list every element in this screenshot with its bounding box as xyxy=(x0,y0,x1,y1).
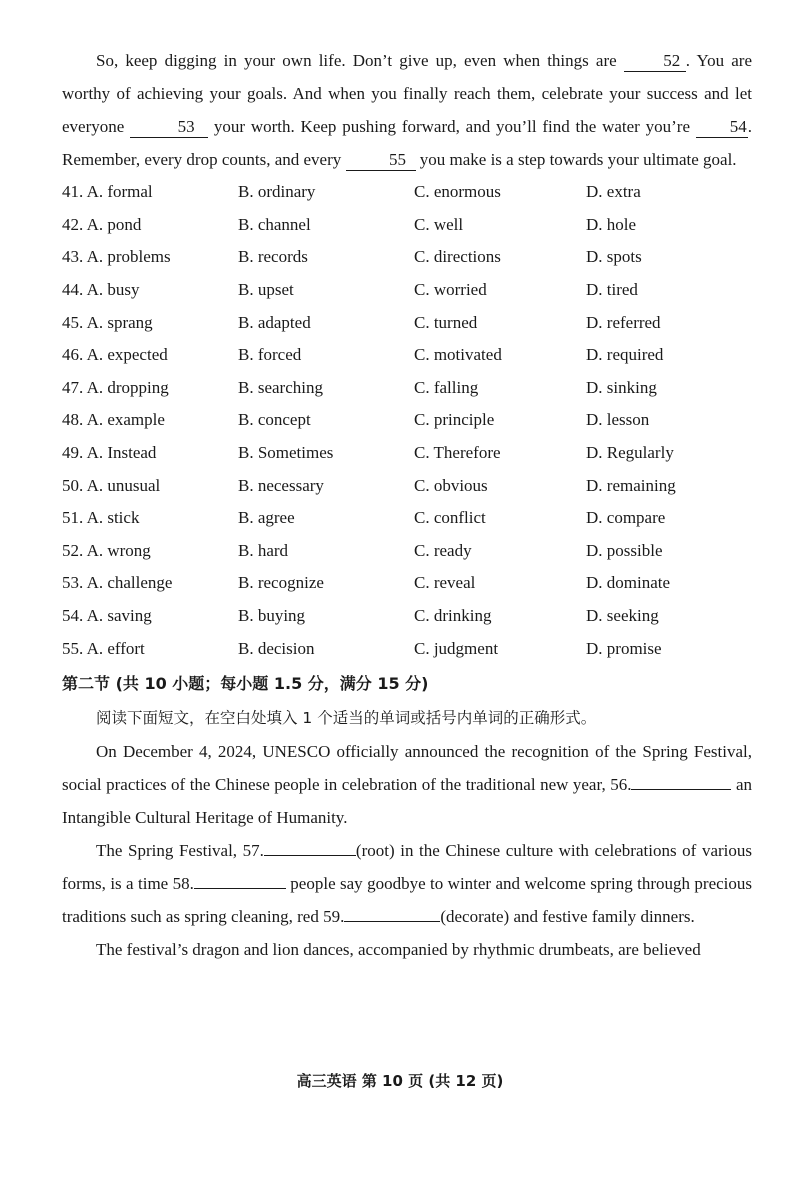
blank-56 xyxy=(631,789,731,790)
question-number: 47. xyxy=(62,377,84,397)
blank-58 xyxy=(194,888,286,889)
option-a: 43. A. problems xyxy=(62,247,171,267)
question-number: 46. xyxy=(62,345,84,365)
question-number: 45. xyxy=(62,312,84,332)
question-row xyxy=(62,339,752,372)
option-c: C. enormous xyxy=(414,182,501,202)
option-a: 49. A. Instead xyxy=(62,443,157,463)
option-d: D. required xyxy=(586,345,664,365)
option-c: C. turned xyxy=(414,312,478,332)
option-c: C. directions xyxy=(414,247,501,267)
question-number: 41. xyxy=(62,182,84,202)
option-b: B. searching xyxy=(238,377,323,397)
option-b: B. Sometimes xyxy=(238,443,334,463)
option-d: D. compare xyxy=(586,508,666,528)
option-a: 44. A. busy xyxy=(62,280,140,300)
option-d: D. remaining xyxy=(586,475,676,495)
option-b: B. necessary xyxy=(238,475,324,495)
blank-54: 54 xyxy=(696,117,748,138)
question-row xyxy=(62,502,752,535)
option-d: D. extra xyxy=(586,182,641,202)
question-row xyxy=(62,632,752,665)
blank-57 xyxy=(264,855,356,856)
option-a: 54. A. saving xyxy=(62,606,152,626)
option-a: 55. A. effort xyxy=(62,638,145,658)
option-d: D. sinking xyxy=(586,377,657,397)
option-b: B. concept xyxy=(238,410,311,430)
option-a: 50. A. unusual xyxy=(62,475,161,495)
page-footer: 高三英语 第 10 页 (共 12 页) xyxy=(296,1072,504,1090)
option-a: 48. A. example xyxy=(62,410,165,430)
question-row xyxy=(62,600,752,633)
option-c: C. worried xyxy=(414,280,487,300)
option-a: 53. A. challenge xyxy=(62,573,173,593)
option-b: B. adapted xyxy=(238,312,311,332)
question-row xyxy=(62,306,752,339)
question-number: 48. xyxy=(62,410,84,430)
option-d: D. Regularly xyxy=(586,443,674,463)
question-row xyxy=(62,567,752,600)
question-row xyxy=(62,535,752,568)
option-a: 41. A. formal xyxy=(62,182,153,202)
option-c: C. ready xyxy=(414,540,472,560)
question-row xyxy=(62,372,752,405)
option-c: C. motivated xyxy=(414,345,502,365)
option-a: 42. A. pond xyxy=(62,214,142,234)
option-a: 46. A. expected xyxy=(62,345,168,365)
option-a: 45. A. sprang xyxy=(62,312,153,332)
option-b: B. agree xyxy=(238,508,295,528)
option-a: 51. A. stick xyxy=(62,508,140,528)
question-row xyxy=(62,176,752,209)
paragraph-1: On December 4, 2024, UNESCO officially announced the recognition of the Spring Festival, social practices of the Chinese people in celebration of the traditional new year, 56. an Intangible Cultural Heritage of Humanity. xyxy=(62,741,753,827)
question-number: 53. xyxy=(62,573,84,593)
question-number: 55. xyxy=(62,638,84,658)
option-a: 47. A. dropping xyxy=(62,377,169,397)
section-instruction: 阅读下面短文，在空白处填入 1 个适当的单词或括号内单词的正确形式。 xyxy=(96,708,597,727)
option-b: B. recognize xyxy=(238,573,324,593)
options-list xyxy=(62,176,752,665)
blank-53: 53 xyxy=(130,117,208,138)
option-d: D. spots xyxy=(586,247,642,267)
option-b: B. forced xyxy=(238,345,302,365)
option-b: B. channel xyxy=(238,214,311,234)
question-number: 49. xyxy=(62,443,84,463)
option-b: B. decision xyxy=(238,638,315,658)
option-d: D. tired xyxy=(586,280,638,300)
section-heading: 第二节 (共 10 小题；每小题 1.5 分，满分 15 分) xyxy=(62,673,429,693)
option-a: 52. A. wrong xyxy=(62,540,151,560)
question-number: 43. xyxy=(62,247,84,267)
passage-ending: So, keep digging in your own life. Don’t give up, even when things are 52 . You are worthy of achieving your goals. And when you finally reach them, celebrate your success and let everyone 53 your worth. Keep pushing forward, and you’ll find the water you’re 54. Remember, every drop counts, and every 55 you make is a step towards your ultimate goal. xyxy=(62,51,753,169)
question-row xyxy=(62,437,752,470)
option-c: C. principle xyxy=(414,410,495,430)
option-c: C. conflict xyxy=(414,508,486,528)
question-number: 51. xyxy=(62,508,84,528)
option-c: C. Therefore xyxy=(414,443,501,463)
exam-page xyxy=(62,44,752,966)
question-row xyxy=(62,241,752,274)
option-d: D. dominate xyxy=(586,573,671,593)
option-d: D. possible xyxy=(586,540,663,560)
question-row xyxy=(62,209,752,242)
option-b: B. buying xyxy=(238,606,306,626)
paragraph-2: The Spring Festival, 57. (root) in the Chinese culture with celebrations of various forms, is a time 58. people say goodbye to winter and welcome spring through precious traditions such as spring cleaning, red 59. (decorate) and festive family dinners. xyxy=(62,840,752,926)
question-number: 50. xyxy=(62,475,84,495)
blank-59 xyxy=(344,921,440,922)
option-c: C. drinking xyxy=(414,606,492,626)
option-c: C. falling xyxy=(414,377,479,397)
option-b: B. records xyxy=(238,247,308,267)
option-d: D. referred xyxy=(586,312,661,332)
question-row xyxy=(62,469,752,502)
question-number: 44. xyxy=(62,280,84,300)
question-number: 54. xyxy=(62,606,84,626)
option-d: D. lesson xyxy=(586,410,650,430)
question-row xyxy=(62,274,752,307)
paragraph-3: The festival’s dragon and lion dances, accompanied by rhythmic drumbeats, are believed xyxy=(96,939,701,959)
option-b: B. upset xyxy=(238,280,294,300)
question-number: 42. xyxy=(62,214,84,234)
blank-52: 52 xyxy=(624,51,686,72)
option-c: C. obvious xyxy=(414,475,488,495)
option-b: B. ordinary xyxy=(238,182,316,202)
option-c: C. judgment xyxy=(414,638,499,658)
option-d: D. seeking xyxy=(586,606,659,626)
option-c: C. reveal xyxy=(414,573,476,593)
question-row xyxy=(62,404,752,437)
option-b: B. hard xyxy=(238,540,289,560)
blank-55: 55 xyxy=(346,150,416,171)
option-d: D. hole xyxy=(586,214,637,234)
option-c: C. well xyxy=(414,214,464,234)
option-d: D. promise xyxy=(586,638,662,658)
question-number: 52. xyxy=(62,540,84,560)
